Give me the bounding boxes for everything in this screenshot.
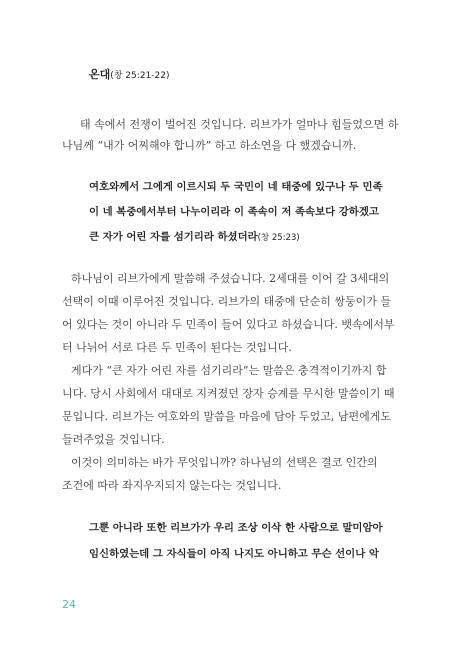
- paragraph-line: 니다. 당시 사회에서 대대로 지켜졌던 장자 승계를 무시한 말씀이기 때: [62, 387, 395, 400]
- paragraph-line: 선택이 이때 이루어진 것입니다. 리브가의 태중에 단순히 쌍둥이가 들: [62, 295, 391, 308]
- paragraph-line: 조건에 따라 좌지우지되지 않는다는 것입니다.: [62, 479, 282, 492]
- page-number: 24: [62, 598, 76, 611]
- paragraph-line: 이것이 의미하는 바가 무엇입니까? 하나님의 선택은 결코 인간의: [71, 456, 378, 469]
- heading-reference: (창 25:21-22): [110, 71, 170, 81]
- paragraph-line: 들려주었을 것입니다.: [62, 433, 165, 446]
- scripture-quote-line: 여호와께서 그에게 이르시되 두 국민이 네 태중에 있구나 두 민족: [89, 181, 383, 193]
- scripture-reference: (창 25:23): [257, 233, 300, 243]
- scripture-quote-line: 그뿐 아니라 또한 리브가가 우리 조상 이삭 한 사람으로 말미암아: [89, 522, 383, 534]
- scripture-quote-line: 임신하였는데 그 자식들이 아직 나지도 아니하고 무슨 선이나 악: [89, 548, 379, 560]
- scripture-quote-line: 이 네 복중에서부터 나누이리라 이 족속이 저 족속보다 강하겠고: [89, 206, 379, 218]
- paragraph-line: 문입니다. 리브가는 여호와의 말씀을 마음에 담아 두었고, 남편에게도: [62, 410, 391, 423]
- paragraph-line: 게다가 “큰 자가 어린 자를 섬기리라”는 말씀은 충격적이기까지 합: [71, 364, 387, 377]
- paragraph-line: 터 나뉘어 서로 다른 두 민족이 된다는 것입니다.: [62, 341, 292, 354]
- heading-title: 온대: [89, 68, 111, 81]
- paragraph-line: 태 속에서 전쟁이 벌어진 것입니다. 리브가가 얼마나 힘들었으면 하: [80, 118, 399, 131]
- paragraph-line: 나님께 “내가 어찌해야 합니까” 하고 하소연을 다 했겠습니까.: [62, 139, 357, 152]
- scripture-quote-line: [89, 230, 300, 245]
- section-heading: [89, 66, 169, 82]
- paragraph-line: 하나님이 리브가에게 말씀해 주셨습니다. 2세대를 이어 갈 3세대의: [71, 272, 390, 285]
- scripture-quote-text: 큰 자가 어린 자를 섬기리라 하셨더라: [89, 231, 258, 243]
- paragraph-line: 어 있다는 것이 아니라 두 민족이 들어 있다고 하셨습니다. 뱃속에서부: [62, 318, 395, 331]
